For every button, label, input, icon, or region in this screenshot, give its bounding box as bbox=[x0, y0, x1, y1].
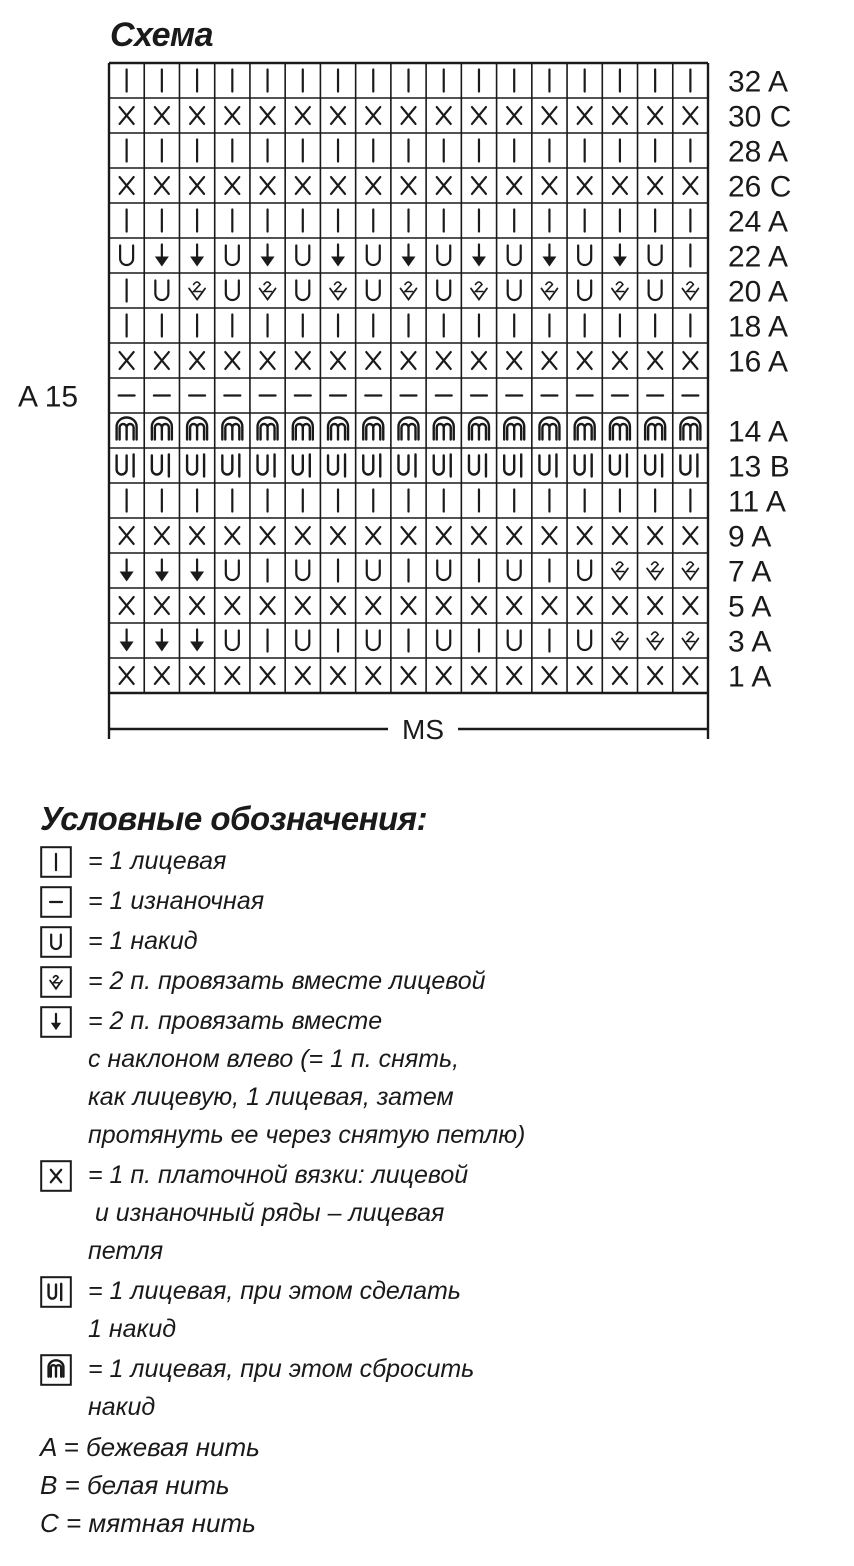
legend-text: накид bbox=[88, 1393, 156, 1421]
garter-stitch-cell bbox=[331, 527, 345, 544]
knit-wrap-stitch-cell bbox=[504, 455, 521, 477]
garter-stitch-cell bbox=[507, 107, 521, 124]
garter-stitch-cell bbox=[507, 527, 521, 544]
knit-wrap-stitch-cell bbox=[258, 455, 275, 477]
yarn-over-cell bbox=[578, 281, 591, 301]
yarn-over-cell bbox=[367, 561, 380, 581]
chart-title: Схема bbox=[110, 16, 214, 54]
drop-wrap-stitch-cell bbox=[363, 418, 383, 440]
row-label: 1 A bbox=[728, 660, 772, 694]
k2tog-decrease-cell bbox=[471, 282, 487, 300]
garter-stitch-cell bbox=[402, 352, 416, 369]
ssk-decrease-cell bbox=[402, 245, 416, 267]
drop-wrap-icon bbox=[40, 1354, 72, 1386]
garter-stitch-cell bbox=[613, 107, 627, 124]
garter-stitch-cell bbox=[542, 597, 556, 614]
chart-row bbox=[127, 210, 691, 232]
chart-row bbox=[127, 140, 691, 162]
yarn-over-icon bbox=[40, 926, 72, 958]
chart-row bbox=[120, 527, 698, 544]
garter-stitch-cell bbox=[190, 667, 204, 684]
garter-stitch-cell bbox=[542, 352, 556, 369]
garter-stitch-icon bbox=[40, 1160, 72, 1192]
garter-stitch-cell bbox=[507, 177, 521, 194]
yarn-over-cell bbox=[226, 246, 239, 266]
garter-stitch-cell bbox=[261, 527, 275, 544]
k2tog-decrease-cell bbox=[330, 282, 346, 300]
drop-wrap-stitch-cell bbox=[328, 418, 348, 440]
k2tog-decrease-cell bbox=[612, 562, 628, 580]
row-label: 22 A bbox=[728, 240, 789, 274]
legend-item bbox=[40, 922, 820, 960]
garter-stitch-cell bbox=[296, 352, 310, 369]
garter-stitch-cell bbox=[155, 107, 169, 124]
k2tog-icon bbox=[40, 966, 72, 998]
k2tog-decrease-cell bbox=[189, 282, 205, 300]
ssk-decrease-cell bbox=[120, 630, 134, 652]
garter-stitch-cell bbox=[331, 667, 345, 684]
garter-stitch-cell bbox=[261, 667, 275, 684]
garter-stitch-cell bbox=[613, 177, 627, 194]
ssk-decrease-cell bbox=[155, 560, 169, 582]
k2tog-decrease-cell bbox=[682, 282, 698, 300]
garter-stitch-cell bbox=[402, 597, 416, 614]
garter-stitch-cell bbox=[437, 107, 451, 124]
legend-text: петля bbox=[88, 1237, 164, 1265]
garter-stitch-cell bbox=[613, 667, 627, 684]
garter-stitch-cell bbox=[578, 527, 592, 544]
yarn-over-cell bbox=[578, 246, 591, 266]
ssk-decrease-cell bbox=[613, 245, 627, 267]
drop-wrap-stitch-cell bbox=[680, 418, 700, 440]
yarn-over-cell bbox=[649, 246, 662, 266]
garter-stitch-cell bbox=[261, 597, 275, 614]
garter-stitch-cell bbox=[120, 597, 134, 614]
ssk-decrease-cell bbox=[120, 560, 134, 582]
yarn-over-cell bbox=[367, 281, 380, 301]
chart-row bbox=[120, 177, 698, 194]
garter-stitch-cell bbox=[155, 667, 169, 684]
garter-stitch-cell bbox=[155, 527, 169, 544]
knit-wrap-stitch-cell bbox=[680, 455, 697, 477]
ssk-arrow-icon bbox=[40, 1006, 72, 1038]
legend-item bbox=[40, 1156, 820, 1270]
knit-wrap-stitch-cell bbox=[293, 455, 310, 477]
garter-stitch-cell bbox=[366, 352, 380, 369]
garter-stitch-cell bbox=[613, 597, 627, 614]
k2tog-decrease-cell bbox=[260, 282, 276, 300]
drop-wrap-stitch-cell bbox=[399, 418, 419, 440]
garter-stitch-cell bbox=[366, 597, 380, 614]
k2tog-decrease-cell bbox=[682, 632, 698, 650]
drop-wrap-stitch-cell bbox=[645, 418, 665, 440]
garter-stitch-cell bbox=[472, 352, 486, 369]
yarn-over-cell bbox=[120, 246, 133, 266]
garter-stitch-cell bbox=[472, 107, 486, 124]
legend-text: = 1 лицевая, при этом сбросить bbox=[88, 1355, 475, 1383]
garter-stitch-cell bbox=[437, 352, 451, 369]
garter-stitch-cell bbox=[648, 597, 662, 614]
garter-stitch-cell bbox=[613, 527, 627, 544]
garter-stitch-cell bbox=[225, 177, 239, 194]
row-label: 32 A bbox=[728, 65, 789, 99]
legend-text: как лицевую, 1 лицевая, затем bbox=[88, 1083, 454, 1111]
garter-stitch-cell bbox=[190, 352, 204, 369]
k2tog-decrease-cell bbox=[541, 282, 557, 300]
garter-stitch-cell bbox=[120, 527, 134, 544]
row-label: 7 A bbox=[728, 555, 772, 589]
row-label: 3 A bbox=[728, 625, 772, 659]
legend-item bbox=[40, 962, 820, 1000]
garter-stitch-cell bbox=[261, 352, 275, 369]
chart-row bbox=[120, 667, 698, 684]
garter-stitch-cell bbox=[331, 177, 345, 194]
k2tog-decrease-cell bbox=[647, 562, 663, 580]
legend-text: протянуть ее через снятую петлю) bbox=[88, 1121, 526, 1149]
k2tog-decrease-cell bbox=[612, 632, 628, 650]
ssk-decrease-cell bbox=[542, 245, 556, 267]
drop-wrap-stitch-cell bbox=[469, 418, 489, 440]
chart-row bbox=[120, 597, 698, 614]
drop-wrap-stitch-cell bbox=[152, 418, 172, 440]
garter-stitch-cell bbox=[578, 177, 592, 194]
garter-stitch-cell bbox=[190, 527, 204, 544]
yarn-over-cell bbox=[226, 281, 239, 301]
k2tog-decrease-cell bbox=[647, 632, 663, 650]
garter-stitch-cell bbox=[683, 597, 697, 614]
knit-wrap-stitch-cell bbox=[152, 455, 169, 477]
garter-stitch-cell bbox=[296, 667, 310, 684]
garter-stitch-cell bbox=[613, 352, 627, 369]
knitting-chart bbox=[0, 0, 854, 760]
garter-stitch-cell bbox=[366, 107, 380, 124]
garter-stitch-cell bbox=[507, 352, 521, 369]
garter-stitch-cell bbox=[437, 597, 451, 614]
ssk-decrease-cell bbox=[331, 245, 345, 267]
garter-stitch-cell bbox=[402, 667, 416, 684]
knit-wrap-stitch-cell bbox=[434, 455, 451, 477]
knit-wrap-stitch-cell bbox=[469, 455, 486, 477]
chart-row bbox=[120, 352, 698, 369]
row-label: 13 B bbox=[728, 450, 790, 484]
garter-stitch-cell bbox=[472, 177, 486, 194]
chart-row bbox=[127, 280, 699, 302]
knit-wrap-icon bbox=[40, 1276, 72, 1308]
row-label: 18 A bbox=[728, 310, 789, 344]
garter-stitch-cell bbox=[472, 527, 486, 544]
yarn-over-cell bbox=[437, 281, 450, 301]
yarn-over-cell bbox=[508, 631, 521, 651]
chart-row bbox=[127, 70, 691, 92]
garter-stitch-cell bbox=[225, 352, 239, 369]
k2tog-decrease-cell bbox=[612, 282, 628, 300]
yarn-over-cell bbox=[296, 561, 309, 581]
garter-stitch-cell bbox=[120, 107, 134, 124]
legend-text: и изнаночный ряды – лицевая bbox=[88, 1199, 445, 1227]
garter-stitch-cell bbox=[648, 667, 662, 684]
knit-wrap-stitch-cell bbox=[222, 455, 239, 477]
garter-stitch-cell bbox=[331, 352, 345, 369]
drop-wrap-stitch-cell bbox=[504, 418, 524, 440]
garter-stitch-cell bbox=[472, 597, 486, 614]
garter-stitch-cell bbox=[542, 177, 556, 194]
drop-wrap-stitch-cell bbox=[434, 418, 454, 440]
garter-stitch-cell bbox=[120, 667, 134, 684]
legend-text: = 1 изнаночная bbox=[88, 887, 265, 915]
knit-wrap-stitch-cell bbox=[187, 455, 204, 477]
garter-stitch-cell bbox=[683, 177, 697, 194]
garter-stitch-cell bbox=[366, 527, 380, 544]
knit-wrap-stitch-cell bbox=[575, 455, 592, 477]
legend-title: Условные обозначения: bbox=[40, 800, 428, 837]
row-label: 5 A bbox=[728, 590, 772, 624]
garter-stitch-cell bbox=[648, 107, 662, 124]
garter-stitch-cell bbox=[155, 177, 169, 194]
garter-stitch-cell bbox=[507, 597, 521, 614]
garter-stitch-cell bbox=[366, 667, 380, 684]
legend-item bbox=[40, 1350, 820, 1426]
garter-stitch-cell bbox=[155, 597, 169, 614]
garter-stitch-cell bbox=[225, 527, 239, 544]
ssk-decrease-cell bbox=[155, 630, 169, 652]
garter-stitch-cell bbox=[472, 667, 486, 684]
row-label: 28 A bbox=[728, 135, 789, 169]
chart-row bbox=[120, 630, 699, 652]
garter-stitch-cell bbox=[507, 667, 521, 684]
ssk-decrease-cell bbox=[155, 245, 169, 267]
garter-stitch-cell bbox=[648, 177, 662, 194]
garter-stitch-cell bbox=[366, 177, 380, 194]
yarn-over-cell bbox=[437, 246, 450, 266]
garter-stitch-cell bbox=[437, 667, 451, 684]
garter-stitch-cell bbox=[578, 107, 592, 124]
ssk-decrease-cell bbox=[190, 560, 204, 582]
legend-text: = 1 лицевая bbox=[88, 847, 227, 875]
row-label: 9 A bbox=[728, 520, 772, 554]
chart-row bbox=[120, 245, 690, 267]
drop-wrap-stitch-cell bbox=[610, 418, 630, 440]
garter-stitch-cell bbox=[296, 107, 310, 124]
garter-stitch-cell bbox=[155, 352, 169, 369]
repeat-label: MS bbox=[402, 714, 444, 745]
legend-text: = 2 п. провязать вместе лицевой bbox=[88, 967, 486, 995]
yarn-color-key: C = мятная нить bbox=[40, 1508, 256, 1538]
ssk-decrease-cell bbox=[190, 245, 204, 267]
garter-stitch-cell bbox=[120, 352, 134, 369]
row-label: 20 A bbox=[728, 275, 789, 309]
yarn-over-cell bbox=[508, 246, 521, 266]
yarn-color-key: B = белая нить bbox=[40, 1470, 230, 1500]
garter-stitch-cell bbox=[296, 597, 310, 614]
garter-stitch-cell bbox=[225, 597, 239, 614]
legend-item bbox=[40, 1002, 820, 1154]
garter-stitch-cell bbox=[402, 107, 416, 124]
yarn-over-cell bbox=[155, 281, 168, 301]
chart-row bbox=[117, 455, 698, 477]
garter-stitch-cell bbox=[296, 177, 310, 194]
garter-stitch-cell bbox=[542, 667, 556, 684]
garter-stitch-cell bbox=[296, 527, 310, 544]
garter-stitch-cell bbox=[542, 527, 556, 544]
legend-text: = 1 п. платочной вязки: лицевой bbox=[88, 1161, 469, 1189]
knit-wrap-stitch-cell bbox=[328, 455, 345, 477]
garter-stitch-cell bbox=[437, 527, 451, 544]
legend-item bbox=[40, 1272, 820, 1348]
drop-wrap-stitch-cell bbox=[575, 418, 595, 440]
yarn-over-cell bbox=[296, 246, 309, 266]
row-label: 14 A bbox=[728, 415, 789, 449]
side-row-label: A 15 bbox=[18, 380, 79, 414]
garter-stitch-cell bbox=[261, 107, 275, 124]
garter-stitch-cell bbox=[261, 177, 275, 194]
yarn-over-cell bbox=[508, 561, 521, 581]
legend-text: = 1 накид bbox=[88, 927, 198, 955]
row-label: 16 A bbox=[728, 345, 789, 379]
garter-stitch-cell bbox=[120, 177, 134, 194]
knit-wrap-stitch-cell bbox=[399, 455, 416, 477]
garter-stitch-cell bbox=[578, 352, 592, 369]
yarn-over-cell bbox=[367, 631, 380, 651]
chart-row bbox=[120, 107, 698, 124]
purl-icon bbox=[40, 886, 72, 918]
drop-wrap-stitch-cell bbox=[117, 418, 137, 440]
garter-stitch-cell bbox=[190, 177, 204, 194]
yarn-over-cell bbox=[367, 246, 380, 266]
k2tog-decrease-cell bbox=[401, 282, 417, 300]
yarn-over-cell bbox=[437, 631, 450, 651]
drop-wrap-stitch-cell bbox=[293, 418, 313, 440]
garter-stitch-cell bbox=[437, 177, 451, 194]
legend-text: = 1 лицевая, при этом сделать bbox=[88, 1277, 461, 1305]
garter-stitch-cell bbox=[331, 597, 345, 614]
row-label: 26 C bbox=[728, 170, 792, 204]
knit-icon bbox=[40, 846, 72, 878]
garter-stitch-cell bbox=[683, 527, 697, 544]
garter-stitch-cell bbox=[578, 667, 592, 684]
garter-stitch-cell bbox=[225, 107, 239, 124]
yarn-over-cell bbox=[578, 561, 591, 581]
drop-wrap-stitch-cell bbox=[539, 418, 559, 440]
yarn-over-cell bbox=[226, 561, 239, 581]
legend-text: с наклоном влево (= 1 п. снять, bbox=[88, 1045, 460, 1073]
garter-stitch-cell bbox=[331, 107, 345, 124]
garter-stitch-cell bbox=[225, 667, 239, 684]
garter-stitch-cell bbox=[683, 107, 697, 124]
chart-row bbox=[117, 418, 701, 440]
legend-text: = 2 п. провязать вместе bbox=[88, 1007, 383, 1035]
drop-wrap-stitch-cell bbox=[222, 418, 242, 440]
legend-item bbox=[40, 882, 820, 920]
ssk-decrease-cell bbox=[261, 245, 275, 267]
garter-stitch-cell bbox=[648, 527, 662, 544]
ssk-decrease-cell bbox=[190, 630, 204, 652]
legend-text: 1 накид bbox=[88, 1315, 177, 1343]
row-label: 30 C bbox=[728, 100, 792, 134]
yarn-over-cell bbox=[649, 281, 662, 301]
k2tog-decrease-cell bbox=[682, 562, 698, 580]
yarn-color-key: A = бежевая нить bbox=[40, 1432, 260, 1462]
garter-stitch-cell bbox=[648, 352, 662, 369]
knit-wrap-stitch-cell bbox=[117, 455, 134, 477]
yarn-over-cell bbox=[578, 631, 591, 651]
row-label: 11 A bbox=[728, 485, 786, 519]
garter-stitch-cell bbox=[578, 597, 592, 614]
yarn-over-cell bbox=[296, 631, 309, 651]
ssk-decrease-cell bbox=[472, 245, 486, 267]
garter-stitch-cell bbox=[542, 107, 556, 124]
legend-item bbox=[40, 842, 820, 880]
garter-stitch-cell bbox=[683, 352, 697, 369]
chart-row bbox=[127, 315, 691, 337]
yarn-over-cell bbox=[508, 281, 521, 301]
chart-row bbox=[127, 490, 691, 512]
garter-stitch-cell bbox=[190, 597, 204, 614]
knit-wrap-stitch-cell bbox=[363, 455, 380, 477]
garter-stitch-cell bbox=[402, 177, 416, 194]
yarn-over-cell bbox=[437, 561, 450, 581]
garter-stitch-cell bbox=[683, 667, 697, 684]
yarn-over-cell bbox=[296, 281, 309, 301]
knit-wrap-stitch-cell bbox=[539, 455, 556, 477]
row-label: 24 A bbox=[728, 205, 789, 239]
knit-wrap-stitch-cell bbox=[645, 455, 662, 477]
drop-wrap-stitch-cell bbox=[258, 418, 278, 440]
knit-wrap-stitch-cell bbox=[610, 455, 627, 477]
garter-stitch-cell bbox=[190, 107, 204, 124]
drop-wrap-stitch-cell bbox=[187, 418, 207, 440]
garter-stitch-cell bbox=[402, 527, 416, 544]
yarn-over-cell bbox=[226, 631, 239, 651]
chart-row bbox=[120, 560, 699, 582]
